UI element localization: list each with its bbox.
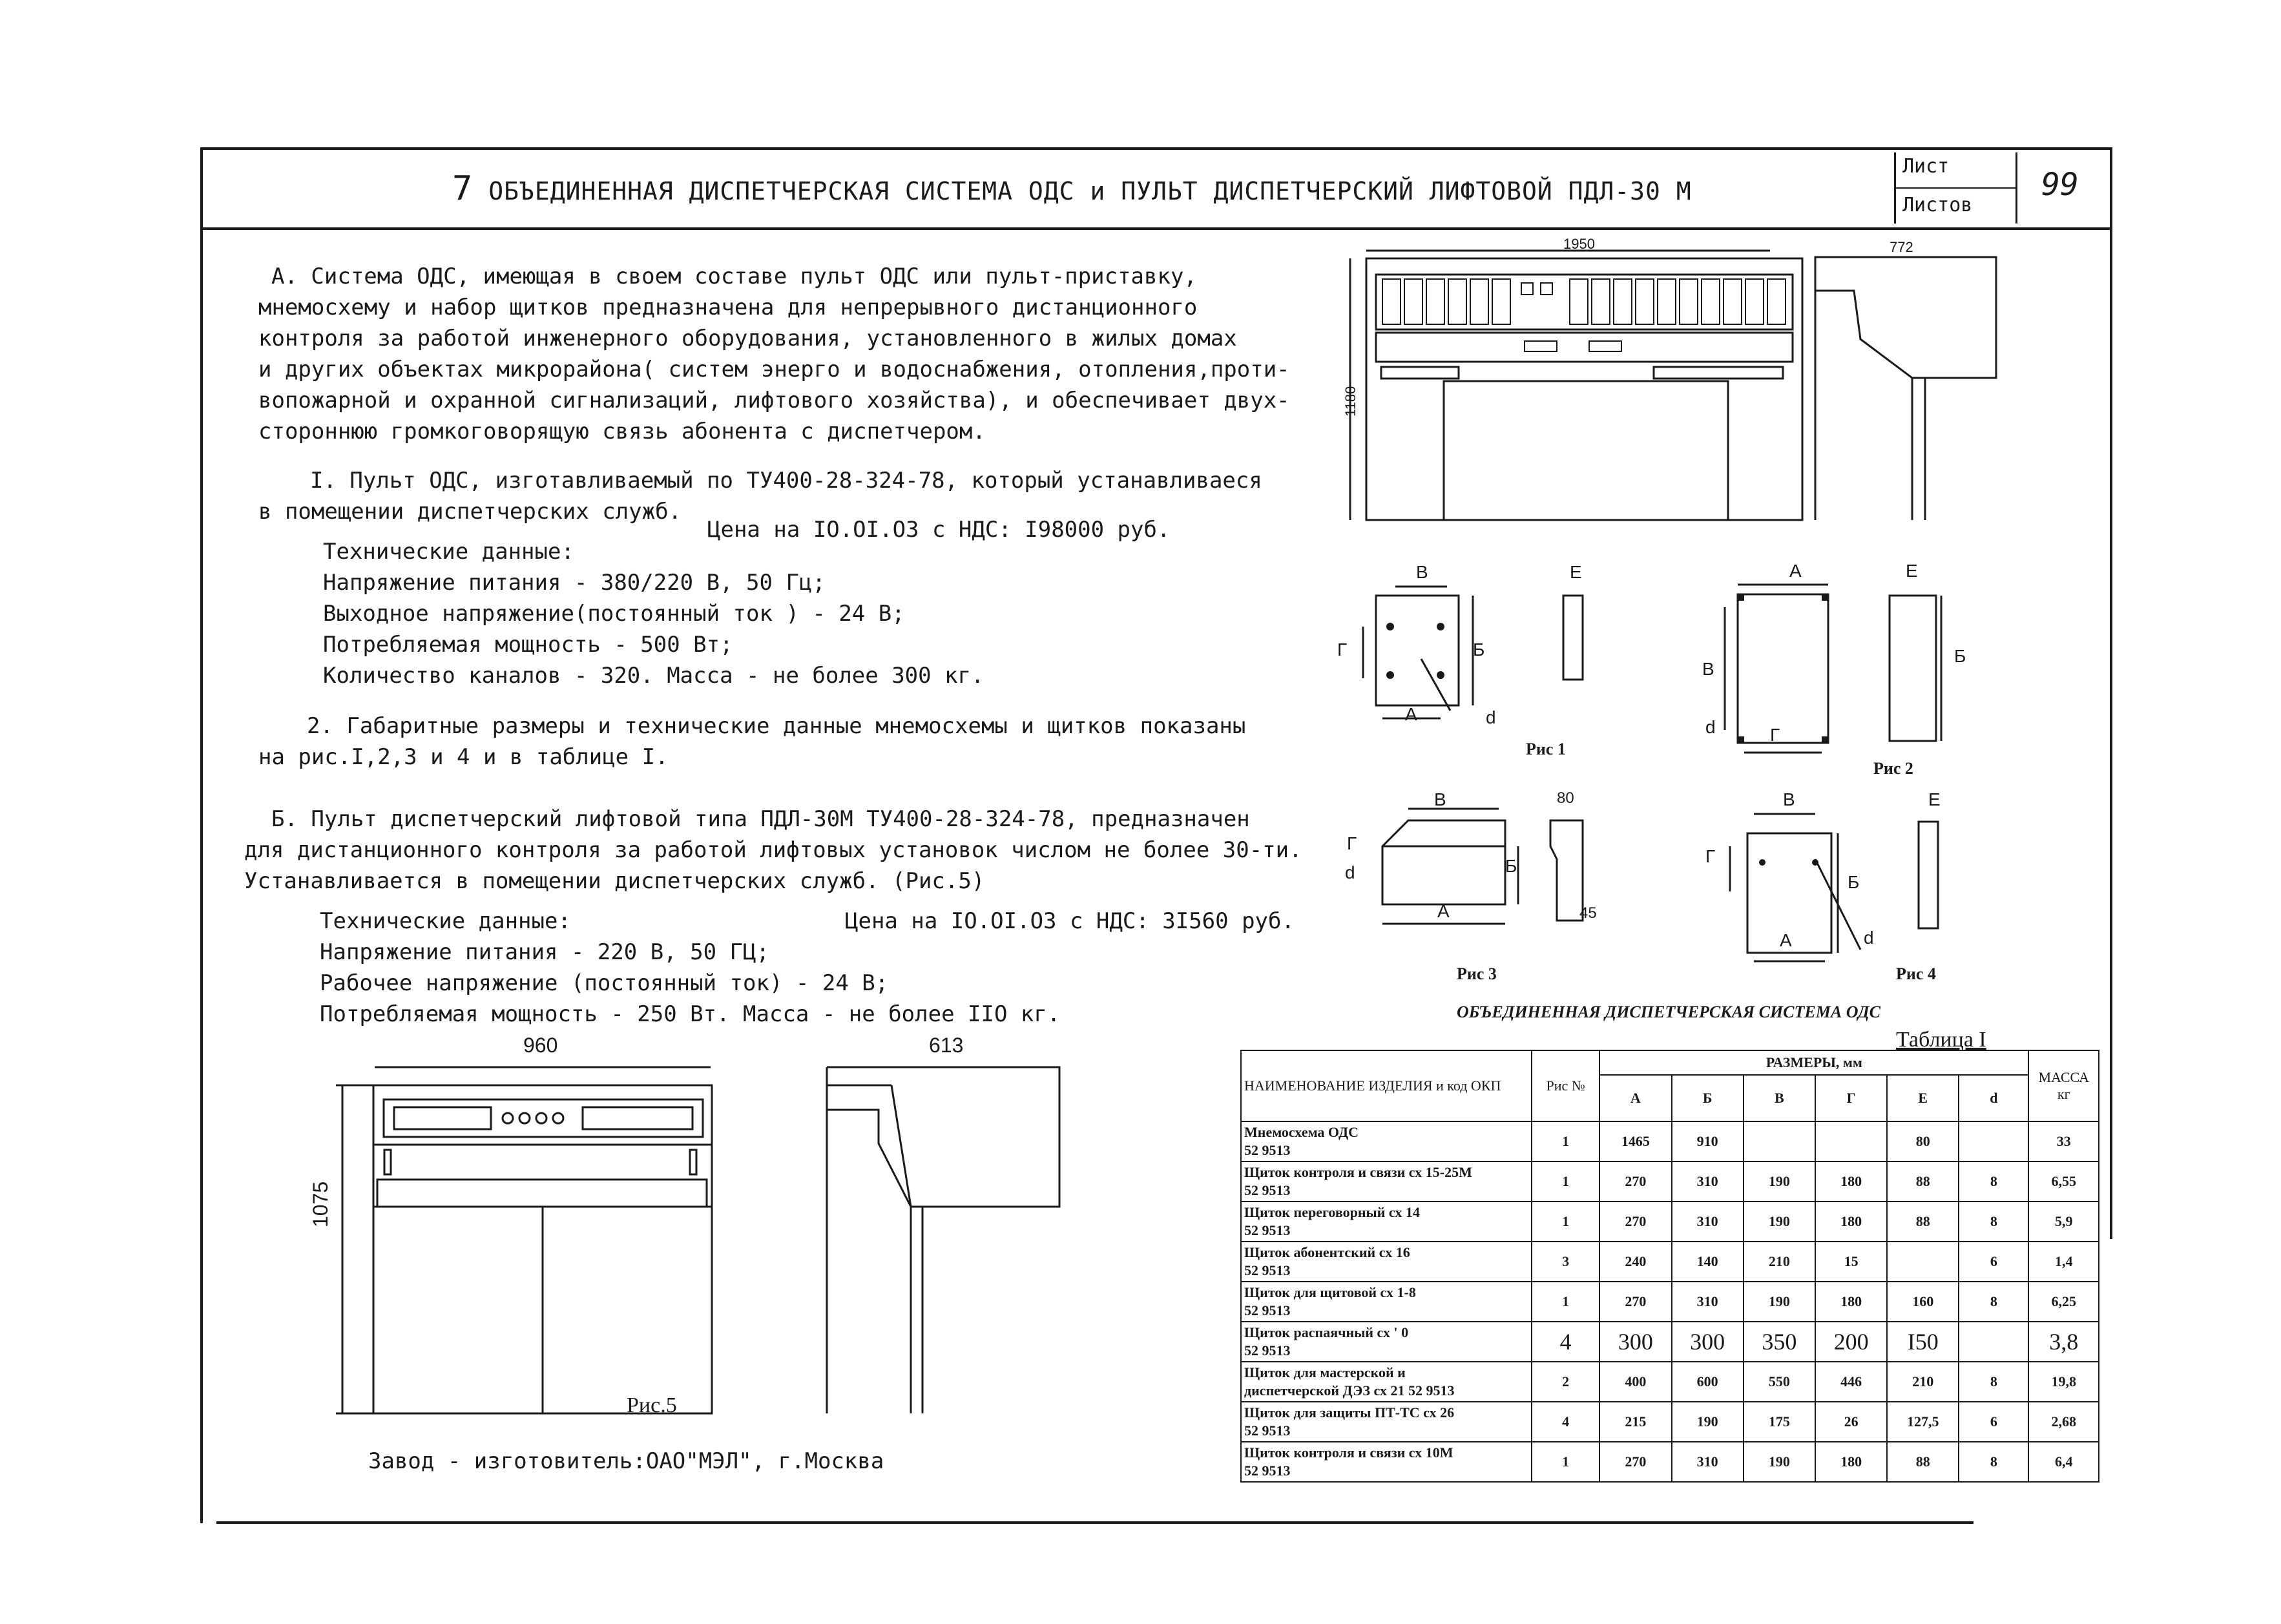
cell-fig: 1 [1532,1202,1599,1242]
fig1-label-v: В [1416,562,1428,582]
fig2-label-b: Б [1954,646,1966,666]
table-row [1241,1242,2099,1282]
sheet-label: Лист [1902,155,1950,178]
table-row [1241,1202,2099,1242]
cell-g: 180 [1815,1202,1887,1242]
th-size-a: А [1599,1075,1671,1121]
fig5-width-label: 960 [523,1034,558,1057]
fig2-label-a: А [1789,561,1802,581]
cell-mass: 6,4 [2028,1442,2099,1482]
console-side-label: 772 [1890,239,1913,255]
fig1-label-e: Е [1570,562,1582,582]
fig1-caption: Рис 1 [1526,740,1566,758]
cell-b: 910 [1672,1121,1744,1161]
cell-g: 180 [1815,1161,1887,1202]
cell-g: 180 [1815,1282,1887,1322]
tech-line: Потребляемая мощность - 250 Вт. Масса - не более IIO кг. [320,1001,1061,1027]
cell-a: 270 [1599,1202,1671,1242]
table-row [1241,1442,2099,1482]
product-name: Щиток для защиты ПТ-ТС сх 26 [1244,1404,1455,1421]
fig1-label-d: d [1486,707,1496,727]
cell-mass: 5,9 [2028,1202,2099,1242]
cell-fig: 1 [1532,1161,1599,1202]
cell-e: 210 [1887,1362,1959,1402]
text-line: А. Система ОДС, имеющая в своем составе пульт ОДС или пульт-приставку, [271,264,1197,289]
fig3-label-80: 80 [1557,789,1574,807]
specs-table [1240,1050,2099,1483]
tech-line: Напряжение питания - 220 В, 50 ГЦ; [320,939,769,965]
fig3-caption: Рис 3 [1457,964,1497,983]
cell-v: 550 [1744,1362,1815,1402]
product-name-cell [1241,1442,1532,1482]
cell-d: 8 [1959,1161,2028,1202]
cell-d: 8 [1959,1282,2028,1322]
text-line: I. Пульт ОДС, изготавливаемый по ТУ400-28-324-78, который устанавливаеся [310,468,1262,494]
cell-e: 88 [1887,1161,1959,1202]
fig3-label-v: В [1434,789,1446,809]
product-name: Щиток контроля и связи сх 15-25М [1244,1164,1472,1180]
text-line: и других объектах микрорайона( систем энерго и водоснабжения, отопления,проти- [258,357,1290,382]
product-name: Щиток контроля и связи сх 10М [1244,1444,1453,1461]
th-name [1241,1050,1532,1121]
cell-g: 180 [1815,1442,1887,1482]
fig4-label-v: В [1783,789,1795,809]
product-code: 52 9513 [1244,1182,1291,1198]
fig4-label-e: Е [1928,789,1941,809]
product-code: 52 9513 [1244,1262,1291,1278]
cell-fig: 3 [1532,1242,1599,1282]
th-size-b: Б [1672,1075,1744,1121]
cell-b: 600 [1672,1362,1744,1402]
cell-mass: 3,8 [2028,1322,2099,1362]
text-line: для дистанционного контроля за работой лифтовых установок числом не более 30-ти. [244,837,1302,863]
cell-mass: 2,68 [2028,1402,2099,1442]
product-name-cell [1241,1121,1532,1161]
cell-b: 140 [1672,1242,1744,1282]
cell-b: 310 [1672,1442,1744,1482]
text-line: 2. Габаритные размеры и технические данные мнемосхемы и щитков показаны [307,713,1246,739]
table-heading: ОБЪЕДИНЕННАЯ ДИСПЕТЧЕРСКАЯ СИСТЕМА ОДС [1457,1003,1880,1021]
tech-line: Выходное напряжение(постоянный ток ) - 24 В; [323,601,905,627]
product-code: диспетчерской ДЭЗ сх 21 52 9513 [1244,1382,1455,1399]
price-ods: Цена на IO.OI.O3 с НДС: I98000 руб. [707,517,1171,543]
console-drawing [1344,245,2067,530]
cell-d [1959,1322,2028,1362]
tech-line: Напряжение питания - 380/220 В, 50 Гц; [323,570,826,596]
table-row [1241,1362,2099,1402]
tech-title: Технические данные: [323,539,574,565]
cell-a: 300 [1599,1322,1671,1362]
cell-fig: 1 [1532,1442,1599,1482]
cell-v: 175 [1744,1402,1815,1442]
text-line: вопожарной и охранной сигнализаций, лифтового хозяйства), и обеспечивает двух- [258,388,1290,413]
tech-line: Потребляемая мощность - 500 Вт; [323,632,733,658]
cell-v: 190 [1744,1282,1815,1322]
tech-line: Количество каналов - 320. Масса - не более 300 кг. [323,663,984,689]
page-title [452,169,1692,208]
cell-fig: 1 [1532,1121,1599,1161]
cell-fig: 2 [1532,1362,1599,1402]
cell-v [1744,1121,1815,1161]
th-size-g: Г [1815,1075,1887,1121]
th-sizes [1599,1050,2028,1075]
cell-e [1887,1242,1959,1282]
tech-title: Технические данные: [320,908,571,934]
cell-b: 190 [1672,1402,1744,1442]
product-name-cell [1241,1362,1532,1402]
table-label: Таблица I [1896,1028,1986,1052]
text-line: стороннюю громкоговорящую связь абонента с диспетчером. [258,419,986,444]
fig3-label-d: d [1345,862,1355,882]
th-mass [2028,1050,2099,1121]
fig2-label-g: Г [1770,725,1780,745]
fig2-label-e: Е [1906,561,1918,581]
cell-fig: 4 [1532,1402,1599,1442]
fig1-label-g: Г [1337,640,1348,660]
cell-mass: 19,8 [2028,1362,2099,1402]
sheet-number: 99 [2041,167,2079,203]
cell-v: 210 [1744,1242,1815,1282]
fig5-side-label: 613 [929,1034,964,1057]
product-name-cell [1241,1282,1532,1322]
fig1-label-a: А [1405,704,1417,724]
cell-fig: 4 [1532,1322,1599,1362]
table-row [1241,1121,2099,1161]
cell-a: 270 [1599,1442,1671,1482]
price-pdl: Цена на IO.OI.O3 с НДС: 3I560 руб. [845,908,1295,934]
product-name-cell [1241,1242,1532,1282]
text-line: на рис.I,2,3 и 4 и в таблице I. [258,744,669,770]
title-text: ОБЪЕДИНЕННАЯ ДИСПЕТЧЕРСКАЯ СИСТЕМА ОДС и ПУЛЬТ ДИСПЕТЧЕРСКИЙ ЛИФТОВОЙ ПДЛ-30 М [488,177,1692,205]
cell-a: 240 [1599,1242,1671,1282]
th-name-text: НАИМЕНОВАНИЕ ИЗДЕЛИЯ и код ОКП [1244,1077,1501,1094]
cell-e: 88 [1887,1442,1959,1482]
cell-v: 190 [1744,1202,1815,1242]
fig2-drawing [1693,568,1990,762]
cell-a: 1465 [1599,1121,1671,1161]
console-width-label: 1950 [1563,236,1595,252]
cell-d: 6 [1959,1242,2028,1282]
text-line: Б. Пульт диспетчерский лифтовой типа ПДЛ-30М ТУ400-28-324-78, предназначен [271,806,1250,832]
text-line: контроля за работой инженерного оборудования, установленного в жилых домах [258,326,1237,351]
fig2-label-v: В [1702,659,1714,679]
text-line: в помещении диспетчерских служб. [258,499,682,525]
fig4-label-g: Г [1705,846,1716,866]
th-fig-text: Рис № [1546,1077,1585,1094]
product-name: Щиток для щитовой сх 1-8 [1244,1284,1416,1300]
cell-e: 88 [1887,1202,1959,1242]
cell-g: 446 [1815,1362,1887,1402]
fig2-label-d: d [1705,717,1716,737]
title-number: 7 [452,169,474,208]
cell-mass: 33 [2028,1121,2099,1161]
cell-d: 8 [1959,1442,2028,1482]
cell-a: 270 [1599,1161,1671,1202]
th-sizes-text: РАЗМЕРЫ, мм [1765,1054,1862,1070]
text-line: Устанавливается в помещении диспетчерских служб. (Рис.5) [244,868,985,894]
cell-a: 270 [1599,1282,1671,1322]
cell-g: 26 [1815,1402,1887,1442]
cell-a: 215 [1599,1402,1671,1442]
product-code: 52 9513 [1244,1142,1291,1158]
cell-fig: 1 [1532,1282,1599,1322]
product-name-cell [1241,1402,1532,1442]
cell-b: 310 [1672,1202,1744,1242]
fig2-caption: Рис 2 [1873,759,1913,778]
cell-d: 8 [1959,1202,2028,1242]
product-code: 52 9513 [1244,1342,1291,1359]
table-row [1241,1282,2099,1322]
th-mass-text: МАССА кг [2038,1069,2089,1102]
text-line: мнемосхему и набор щитков предназначена для непрерывного дистанционного [258,295,1198,320]
cell-e: 80 [1887,1121,1959,1161]
cell-e: I50 [1887,1322,1959,1362]
cell-d: 8 [1959,1362,2028,1402]
cell-a: 400 [1599,1362,1671,1402]
fig4-caption: Рис 4 [1896,964,1936,983]
cell-mass: 1,4 [2028,1242,2099,1282]
sheets-label: Листов [1902,194,1973,216]
product-name-cell [1241,1161,1532,1202]
console-height-label: 1180 [1342,386,1359,417]
product-name: Щиток абонентский сх 16 [1244,1244,1410,1260]
cell-g: 15 [1815,1242,1887,1282]
fig5-height-label: 1075 [309,1181,332,1227]
th-size-d: d [1959,1075,2028,1121]
product-name: Щиток распаячный сх ' 0 [1244,1324,1409,1340]
fig4-label-d: d [1864,928,1874,948]
cell-b: 310 [1672,1161,1744,1202]
th-fig [1532,1050,1599,1121]
fig3-label-a: А [1437,901,1450,921]
fig5-caption: Рис.5 [627,1393,677,1417]
fig4-label-a: А [1780,930,1792,950]
fig3-label-b: Б [1505,856,1517,876]
fig3-label-g: Г [1347,833,1357,853]
fig3-drawing [1344,795,1641,956]
cell-e: 160 [1887,1282,1959,1322]
manufacturer: Завод - изготовитель:ОАО"МЭЛ", г.Москва [368,1448,884,1474]
product-code: 52 9513 [1244,1463,1291,1479]
product-name-cell [1241,1322,1532,1362]
cell-d: 6 [1959,1402,2028,1442]
product-code: 52 9513 [1244,1222,1291,1238]
cell-v: 350 [1744,1322,1815,1362]
cell-b: 310 [1672,1282,1744,1322]
cell-v: 190 [1744,1442,1815,1482]
th-size-v: В [1744,1075,1815,1121]
cell-b: 300 [1672,1322,1744,1362]
fig1-label-b: Б [1473,640,1485,660]
cell-mass: 6,25 [2028,1282,2099,1322]
cell-v: 190 [1744,1161,1815,1202]
cell-mass: 6,55 [2028,1161,2099,1202]
fig3-label-45: 45 [1579,904,1597,922]
cell-d [1959,1121,2028,1161]
table-row [1241,1402,2099,1442]
table-row [1241,1161,2099,1202]
product-name-cell [1241,1202,1532,1242]
table-row [1241,1322,2099,1362]
cell-g: 200 [1815,1322,1887,1362]
fig4-label-b: Б [1848,872,1860,892]
th-size-e: Е [1887,1075,1959,1121]
product-name: Щиток переговорный сх 14 [1244,1204,1420,1220]
tech-line: Рабочее напряжение (постоянный ток) - 24 В; [320,970,889,996]
product-name: Мнемосхема ОДС [1244,1124,1359,1140]
cell-e: 127,5 [1887,1402,1959,1442]
cell-g [1815,1121,1887,1161]
fig5-drawing [323,1040,1085,1492]
product-code: 52 9513 [1244,1302,1291,1318]
product-code: 52 9513 [1244,1422,1291,1439]
product-name: Щиток для мастерской и [1244,1364,1406,1380]
